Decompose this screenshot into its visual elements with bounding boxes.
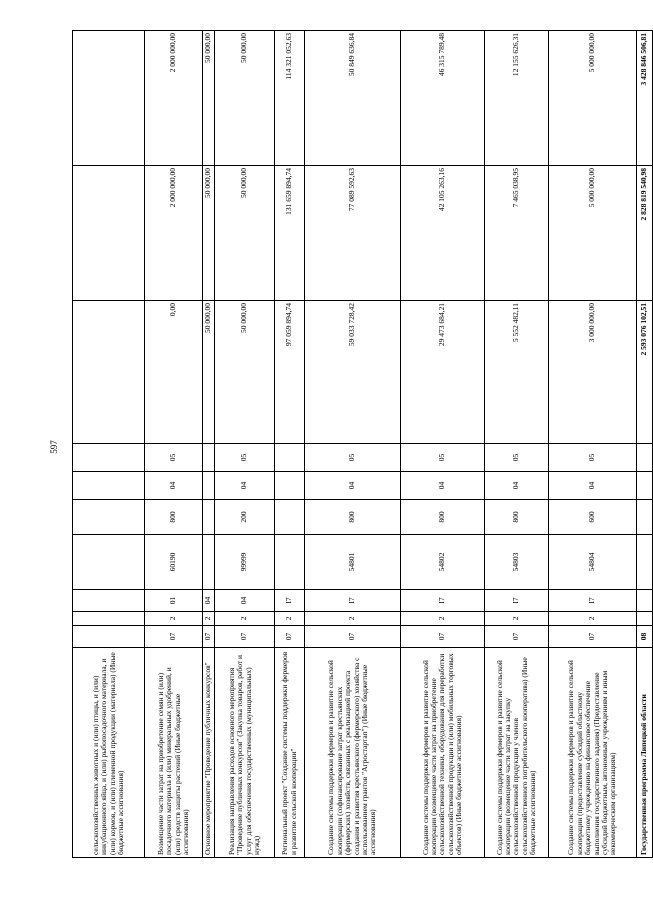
table-row [215,31,275,858]
row-name: сельскохозяйственных животных и (или) птицы, и (или) инкубационного яйца, и (или) рыбопосадочного материала, и (или) кормов, и (или) племенной продукции (материала) (Иные бюджетные ассигнования) [73,648,145,858]
amount-year-2: 7 465 038,95 [485,166,549,301]
event-code: I7 [275,590,305,612]
amount-year-3: 114 321 052,63 [275,31,305,166]
amount-year-1: 2 593 076 102,51 [637,301,653,444]
direction-code: 54803 [485,535,549,590]
expense-type-code: 200 [215,500,275,535]
amount-year-1: 5 552 482,11 [485,301,549,444]
program-code: 07 [145,626,203,648]
subprogram-code: 2 [485,612,549,626]
subsection-code: 05 [215,444,275,472]
subprogram-code: 2 [275,612,305,626]
row-name: Государственная программа Липецкой области [637,648,653,858]
amount-year-3: 12 155 626,31 [485,31,549,166]
subsection-code: 05 [305,444,401,472]
section-code: 04 [485,472,549,500]
amount-year-3 [73,31,145,166]
section-code [203,472,215,500]
amount-year-1: 0,00 [145,301,203,444]
direction-code [203,535,215,590]
amount-year-2: 131 659 894,74 [275,166,305,301]
row-name: Реализация направления расходов основного мероприятия "Проведение публичных конкурсов" (Закупка товаров, работ и услуг для обеспечения государственных (муниципальных) нужд) [215,648,275,858]
subprogram-code: 2 [305,612,401,626]
direction-code: 99999 [215,535,275,590]
budget-table [72,30,653,858]
event-code: 04 [203,590,215,612]
event-code: I7 [549,590,637,612]
row-name: Создание системы поддержки фермеров и развитие сельской кооперации (возмещение части затрат на закупку сельскохозяйственной продукции у членов сельскохозяйственного потребительского кооператива) (Иные бюджетные ассигнования) [485,648,549,858]
amount-year-2: 50 000,00 [203,166,215,301]
subsection-code: 05 [485,444,549,472]
amount-year-3: 46 315 789,48 [401,31,485,166]
subprogram-code: 2 [215,612,275,626]
page-number: 597 [49,440,59,454]
direction-code: 54804 [549,535,637,590]
amount-year-1: 59 033 728,42 [305,301,401,444]
amount-year-2: 2 000 000,00 [145,166,203,301]
amount-year-3: 50 000,00 [215,31,275,166]
section-code: 04 [305,472,401,500]
table-row [637,31,653,858]
subsection-code: 05 [549,444,637,472]
subprogram-code [73,612,145,626]
row-name: Создание системы поддержки фермеров и развитие сельской кооперации (возмещение части затрат на приобретение сельскохозяйственной техники, оборудования для переработки сельскохозяйственной продукции и (или) мобильных торговых объектов) (Иные бюджетные ассигнования) [401,648,485,858]
section-code: 04 [215,472,275,500]
amount-year-3: 2 000 000,00 [145,31,203,166]
rotated-table-frame [72,31,649,858]
subsection-code [73,444,145,472]
amount-year-1: 50 000,00 [203,301,215,444]
event-code [73,590,145,612]
table-row [485,31,549,858]
direction-code: 60190 [145,535,203,590]
expense-type-code [73,500,145,535]
row-name: Создание системы поддержки фермеров и развитие сельской кооперации (софинансирование затрат крестьянских (фермерских) хозяйств, связанных с реализацией проекта создания и развития крестьянского (фермерского) хозяйства с использованием грантов "Агростартап") (Иные бюджетные ассигнования) [305,648,401,858]
program-code: 07 [549,626,637,648]
amount-year-2: 50 000,00 [215,166,275,301]
table-row [73,31,145,858]
expense-type-code [275,500,305,535]
subsection-code: 05 [401,444,485,472]
section-code: 04 [549,472,637,500]
amount-year-3: 3 428 846 506,81 [637,31,653,166]
subprogram-code: 2 [203,612,215,626]
expense-type-code: 600 [549,500,637,535]
subsection-code [637,444,653,472]
amount-year-2: 5 000 000,00 [549,166,637,301]
table-row [549,31,637,858]
subprogram-code: 2 [401,612,485,626]
row-name: Возмещение части затрат на приобретение семян и (или) посадочного материала и (или) минеральных удобрений, и (или) средств защиты растений (Иные бюджетные ассигнования) [145,648,203,858]
program-code: 07 [305,626,401,648]
table-row [203,31,215,858]
expense-type-code: 800 [401,500,485,535]
amount-year-1 [73,301,145,444]
direction-code: 54802 [401,535,485,590]
table-row [401,31,485,858]
amount-year-1: 50 000,00 [215,301,275,444]
expense-type-code [203,500,215,535]
direction-code [73,535,145,590]
event-code: I7 [305,590,401,612]
expense-type-code: 800 [145,500,203,535]
event-code: I7 [401,590,485,612]
amount-year-3: 5 000 000,00 [549,31,637,166]
program-code [73,626,145,648]
amount-year-1: 29 473 684,21 [401,301,485,444]
program-code: 07 [485,626,549,648]
program-code: 07 [215,626,275,648]
subprogram-code [637,612,653,626]
event-code: 01 [145,590,203,612]
row-name: Региональный проект "Создание системы поддержки фермеров и развитие сельской кооперации" [275,648,305,858]
table-row [275,31,305,858]
amount-year-2: 2 828 819 540,98 [637,166,653,301]
row-name: Основное мероприятие "Проведение публичных конкурсов" [203,648,215,858]
direction-code [275,535,305,590]
subsection-code [203,444,215,472]
subprogram-code: 2 [549,612,637,626]
section-code: 04 [401,472,485,500]
subsection-code: 05 [145,444,203,472]
amount-year-1: 3 000 000,00 [549,301,637,444]
program-code: 07 [203,626,215,648]
program-code: 08 [637,626,653,648]
row-name: Создание системы поддержки фермеров и развитие сельской кооперации (предоставление субсидий областному бюджетному учреждению на финансовое обеспечение выполнения государственного задания) (Предоставление субсидий бюджетным, автономным учреждениям и иным некоммерческим организациям) [549,648,637,858]
event-code: I7 [485,590,549,612]
program-code: 07 [275,626,305,648]
program-code: 07 [401,626,485,648]
subsection-code [275,444,305,472]
expense-type-code [637,500,653,535]
section-code [275,472,305,500]
amount-year-3: 50 000,00 [203,31,215,166]
event-code: 04 [215,590,275,612]
amount-year-3: 50 849 636,84 [305,31,401,166]
section-code [637,472,653,500]
table-row [305,31,401,858]
section-code [73,472,145,500]
amount-year-2 [73,166,145,301]
expense-type-code: 800 [485,500,549,535]
subprogram-code: 2 [145,612,203,626]
expense-type-code: 800 [305,500,401,535]
event-code [637,590,653,612]
direction-code: 54801 [305,535,401,590]
amount-year-2: 77 089 592,63 [305,166,401,301]
amount-year-2: 42 105 263,16 [401,166,485,301]
section-code: 04 [145,472,203,500]
table-row [145,31,203,858]
direction-code [637,535,653,590]
amount-year-1: 97 059 894,74 [275,301,305,444]
